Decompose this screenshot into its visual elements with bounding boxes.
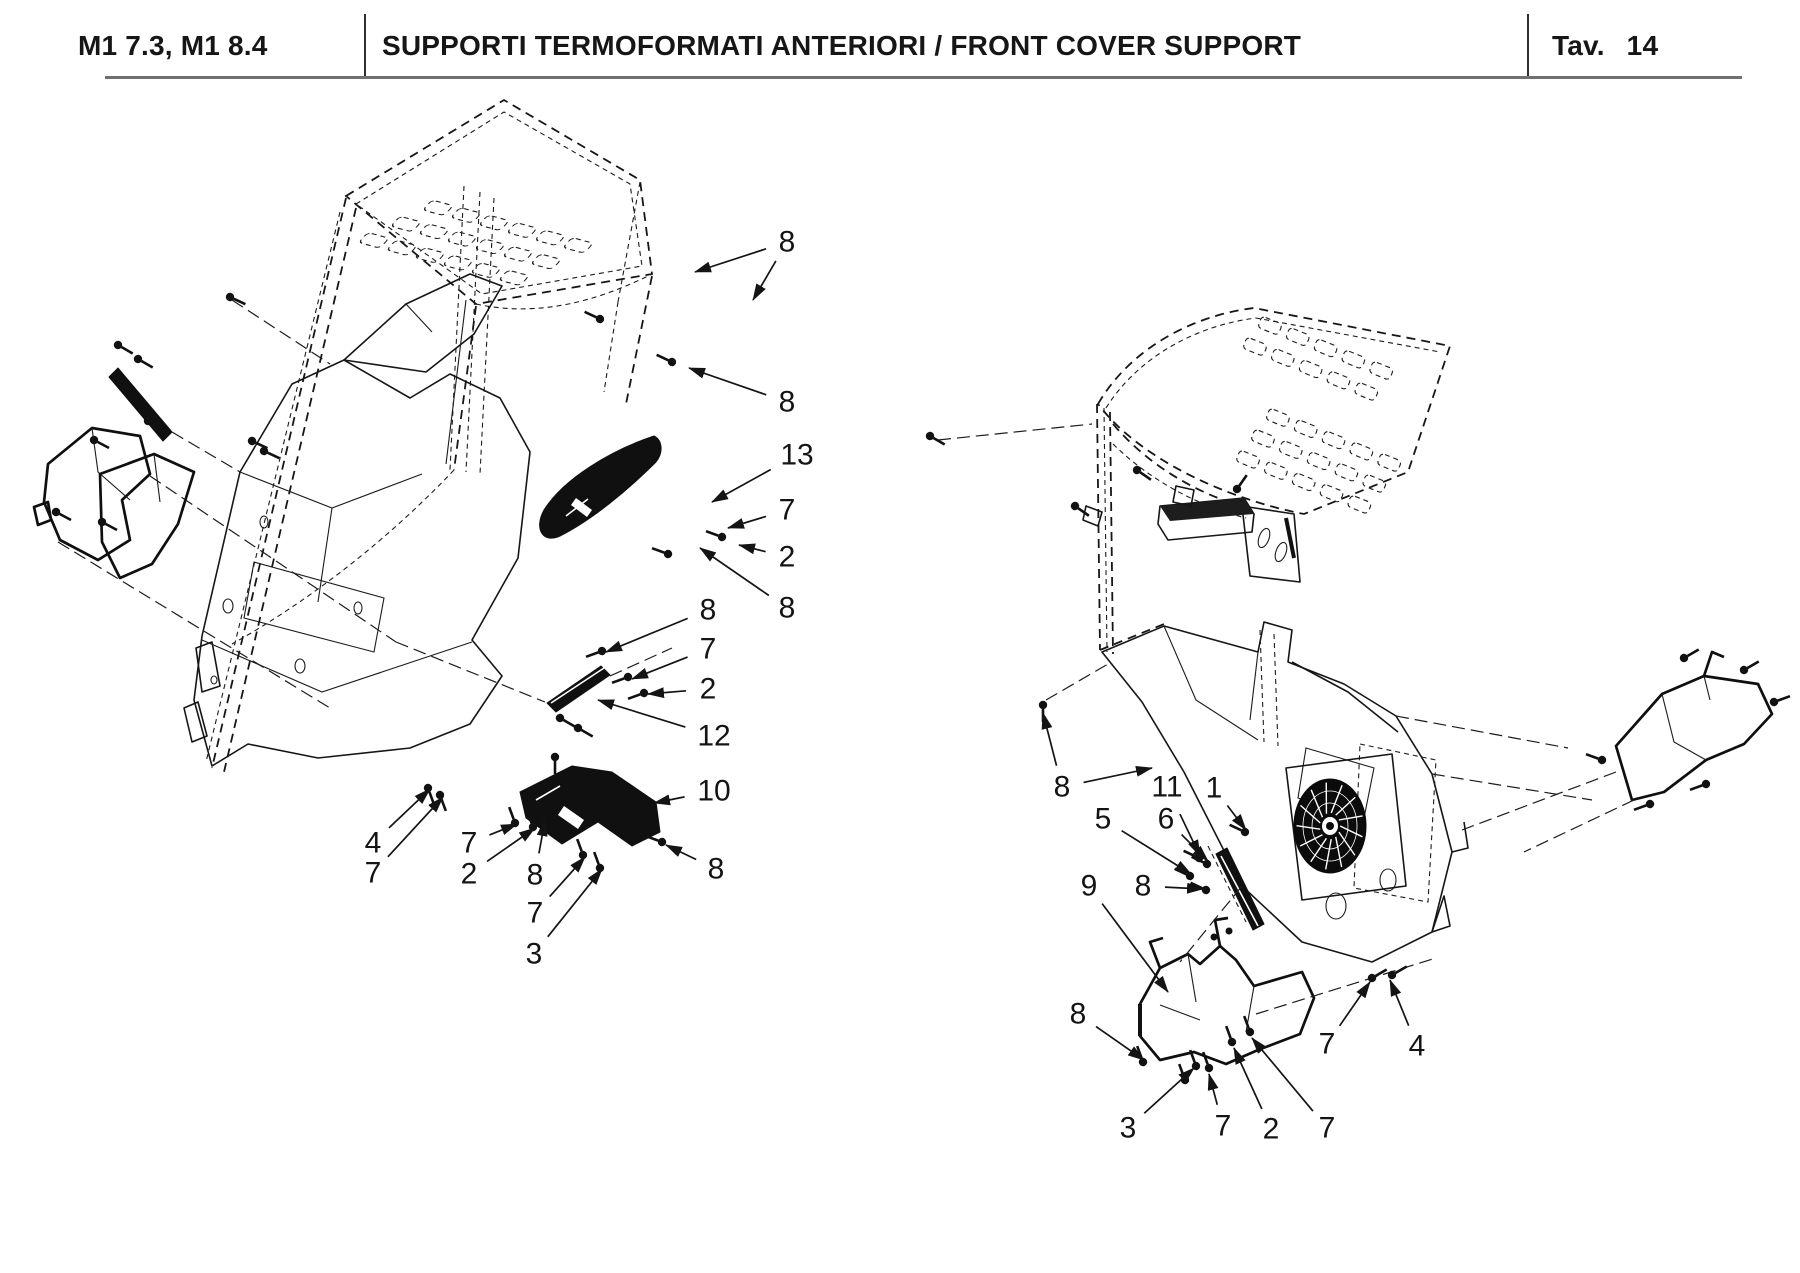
louver-slot [1293,419,1318,438]
callout-7: 7 [778,493,796,527]
louver-slot [1270,348,1295,367]
callout-8: 8 [526,858,544,892]
roof-louvers [1243,314,1394,404]
left-exploded-view [34,100,814,971]
callout-1: 1 [1205,771,1223,805]
callout-7: 7 [460,826,478,860]
callout-leader [753,261,776,300]
callout-leader [1144,1068,1194,1113]
callout-leader [489,824,517,835]
louver-slot [1278,440,1303,459]
louver-slot [1354,382,1379,401]
plate-value: 14 [1626,30,1659,61]
callout-leader [666,845,696,859]
callout-leader [689,368,766,395]
callout-leader [1252,1038,1313,1111]
louver-slot [531,254,562,270]
chassis-frame [184,274,530,766]
louver-slot [1258,316,1283,335]
callout-leader [1096,1027,1144,1060]
callout-3: 3 [525,937,543,971]
callout-7: 7 [699,632,717,666]
louver-slot [475,239,506,255]
callout-leader [1390,980,1409,1026]
callout-2: 2 [1262,1112,1280,1146]
callout-8: 8 [778,591,796,625]
louver-slot [1236,450,1261,469]
callout-7: 7 [1318,1111,1336,1145]
louver-slot [1319,484,1344,503]
callout-8: 8 [1134,869,1152,903]
bracket-part-9 [1140,918,1314,1064]
cab-wireframe [1083,308,1450,654]
louver-slot [419,224,450,240]
left-callouts [365,226,814,971]
callout-leader [1165,887,1203,889]
right-callouts [1043,713,1425,1146]
louver-slot [359,233,390,249]
callout-4: 4 [364,826,382,860]
callout-leader [606,618,688,652]
plate-label: Tav. [1552,30,1605,61]
roof-louvers [1236,404,1402,519]
callout-leader [712,470,771,502]
callout-8: 8 [699,593,717,627]
callout-13: 13 [780,438,814,472]
callout-leader [598,700,685,727]
louver-slot [1349,442,1374,461]
callout-7: 7 [526,896,544,930]
callout-leader [1234,1048,1262,1109]
louver-slot [1369,361,1394,380]
callout-2: 2 [699,672,717,706]
callout-5: 5 [1094,802,1112,836]
louver-slot [1306,451,1331,470]
louver-slot [1362,474,1387,493]
model-code: M1 7.3, M1 8.4 [78,30,268,61]
callout-7: 7 [364,856,382,890]
louver-slot [1243,337,1268,356]
callout-leader [1043,713,1057,766]
louver-slot [451,208,482,224]
callout-leader [389,789,430,828]
louver-slot [503,246,534,262]
louver-slot [415,248,446,264]
louver-slot [1251,429,1276,448]
callout-leader [1340,982,1370,1026]
callout-leader [1209,1074,1217,1105]
page-title: SUPPORTI TERMOFORMATI ANTERIORI / FRONT COVER SUPPORT [382,30,1302,61]
louver-slot [1263,461,1288,480]
louver-slot [391,216,422,232]
cover-part-10 [520,766,660,846]
louver-slot [1347,495,1372,514]
callout-11: 11 [1151,770,1183,804]
callout-8: 8 [778,225,796,259]
callout-12: 12 [697,719,731,753]
callout-10: 10 [697,774,731,808]
louver-slot [507,223,538,239]
louver-slot [535,230,566,246]
callout-leader [654,797,685,803]
callout-leader [1122,831,1191,874]
louver-slot [1266,408,1291,427]
callout-8: 8 [1053,770,1071,804]
callout-8: 8 [778,385,796,419]
callout-leader [550,857,585,897]
callout-7: 7 [1318,1027,1336,1061]
louver-slot [423,200,454,216]
callout-leader [648,691,686,694]
support-strip-part-12 [547,666,610,712]
left-bracket-assembly [34,368,194,578]
callout-3: 3 [1119,1111,1137,1145]
callout-leader [700,548,769,596]
callout-4: 4 [1408,1029,1426,1063]
right-bracket [1616,652,1772,800]
right-exploded-view [924,308,1791,1146]
radiator-fan [1286,744,1436,902]
callout-leader [1102,904,1168,992]
louver-slot [1321,430,1346,449]
callout-8: 8 [707,852,725,886]
louver-slot [1313,338,1338,357]
cover-part-13 [540,436,661,538]
louver-slot [563,238,594,254]
callout-leader [548,869,602,937]
louver-slot [443,255,474,271]
louver-slot [1334,463,1359,482]
callout-leader [728,516,766,528]
louver-slot [1341,350,1366,369]
callout-9: 9 [1080,869,1098,903]
louver-slot [1298,359,1323,378]
callout-leader [739,545,766,552]
callout-2: 2 [460,857,478,891]
callout-8: 8 [1069,997,1087,1031]
callout-leader [388,797,443,857]
louver-slot [499,270,530,286]
louver-slot [1285,327,1310,346]
louver-slot [1377,453,1402,472]
callout-2: 2 [778,540,796,574]
callout-7: 7 [1214,1109,1232,1143]
callout-6: 6 [1157,802,1175,836]
louver-slot [479,215,510,231]
callout-leader [1084,768,1152,782]
louver-slot [1326,371,1351,390]
louver-slot [1291,472,1316,491]
callout-leader [695,249,766,272]
callout-leader [632,657,688,679]
